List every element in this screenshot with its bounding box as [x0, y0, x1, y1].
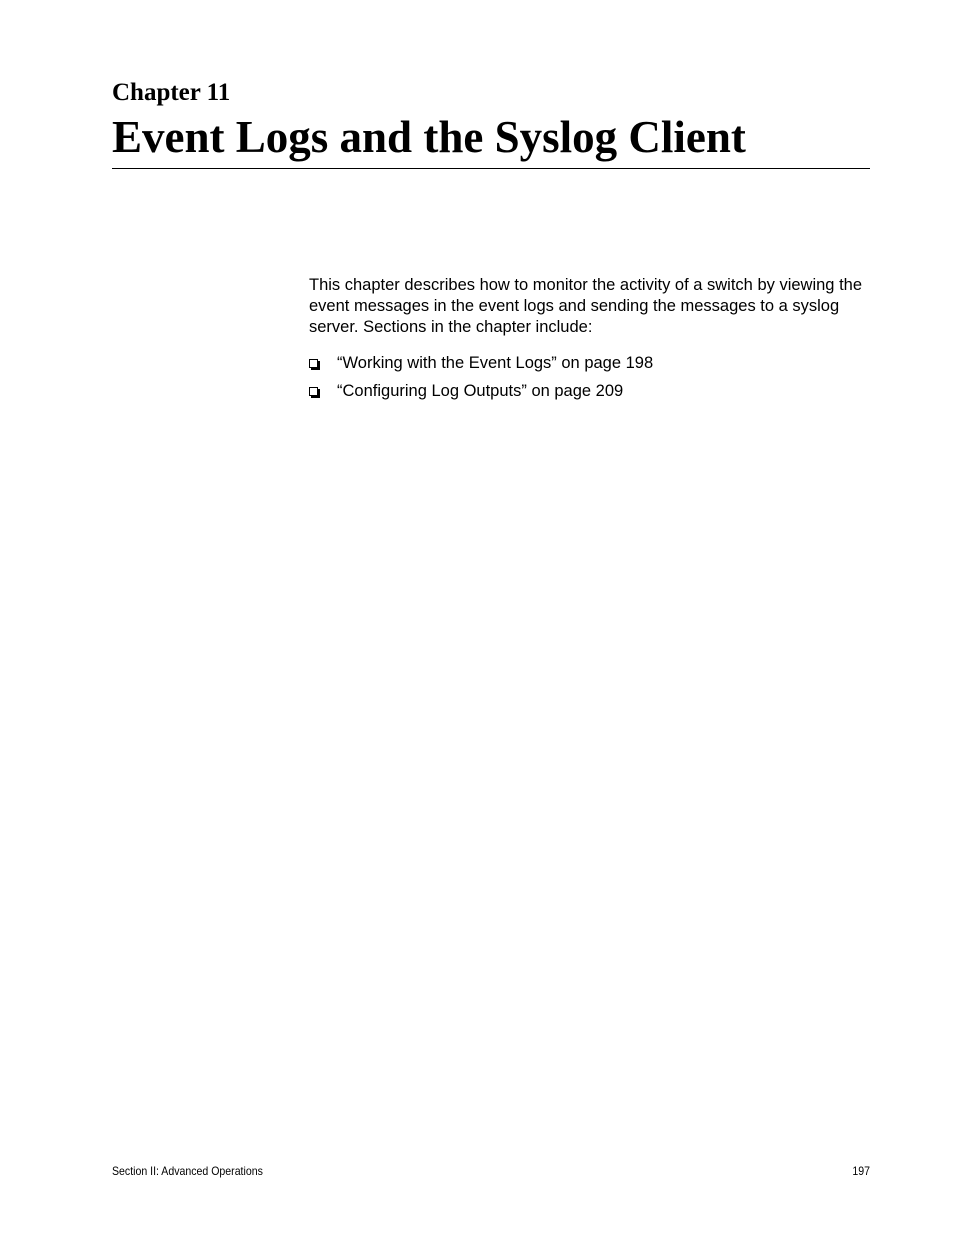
checkbox-bullet-icon — [309, 387, 318, 396]
section-list — [309, 353, 869, 409]
section-link[interactable]: “Configuring Log Outputs” on page 209 — [337, 382, 624, 400]
list-item[interactable] — [309, 353, 869, 374]
footer-page-number: 197 — [852, 1164, 870, 1178]
footer-section-title: Section II: Advanced Operations — [112, 1164, 263, 1178]
list-item[interactable] — [309, 381, 869, 402]
intro-paragraph: This chapter describes how to monitor the activity of a switch by viewing the event messages in the event logs and sending the messages to a syslog server. Sections in the chapter include: — [309, 276, 862, 336]
section-link[interactable]: “Working with the Event Logs” on page 198 — [337, 354, 654, 372]
chapter-label: Chapter 11 — [112, 79, 231, 106]
checkbox-bullet-icon — [309, 359, 318, 368]
chapter-title: Event Logs and the Syslog Client — [112, 112, 746, 162]
title-divider — [112, 168, 870, 169]
